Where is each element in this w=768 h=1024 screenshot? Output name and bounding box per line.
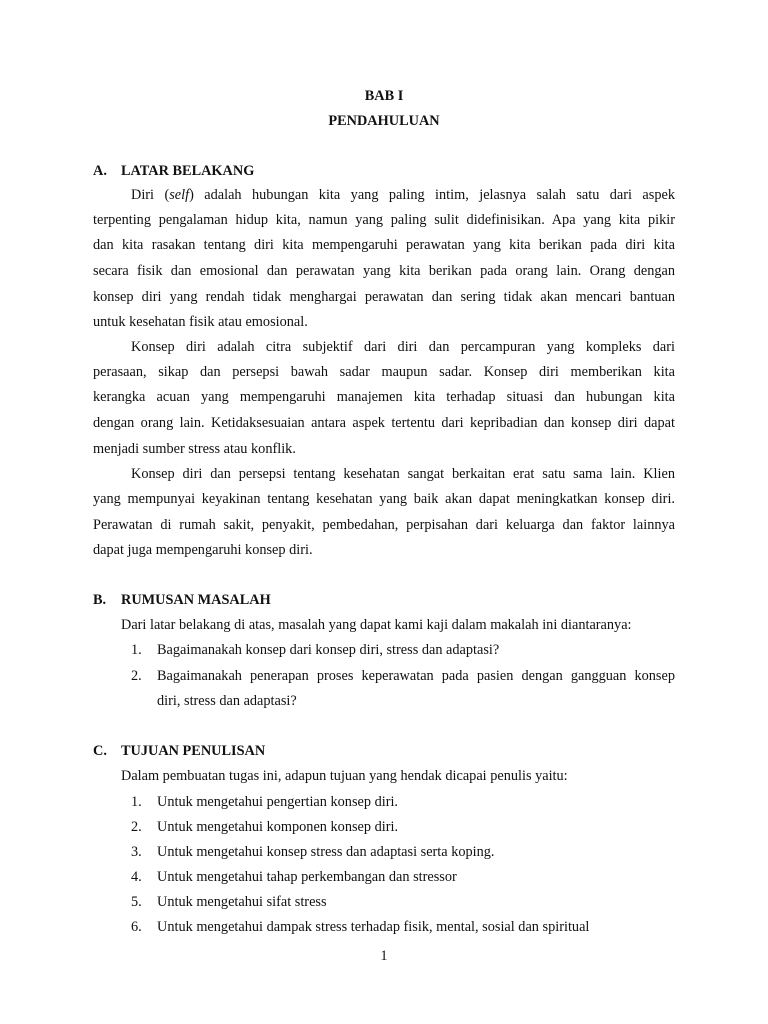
- paragraph-a1-line1: Diri (self) adalah hubungan kita yang paling intim, jelasnya salah satu dari aspek: [131, 187, 675, 203]
- paragraph-a2-line4: dengan orang lain. Ketidaksesuaian antara aspek tertentu dari kepribadian dan konsep diri dapat: [93, 415, 675, 431]
- paragraph-a3-line4: dapat juga mempengaruhi konsep diri.: [93, 542, 313, 558]
- chapter-title: PENDAHULUAN: [328, 113, 440, 129]
- list-item: Untuk mengetahui komponen konsep diri.: [157, 819, 399, 835]
- section-b-lead: Dari latar belakang di atas, masalah yang dapat kami kaji dalam makalah ini diantaranya:: [121, 617, 632, 633]
- paragraph-a1-line6: untuk kesehatan fisik atau emosional.: [93, 314, 308, 330]
- chapter-heading: BAB I: [364, 88, 404, 104]
- paragraph-a1-line4: secara fisik dan emosional dan perawatan yang kita berikan pada orang lain. Orang dengan: [93, 263, 675, 279]
- paragraph-a1-line3: dan kita rasakan tentang diri kita mempengaruhi perawatan yang kita berikan pada diri kita: [93, 237, 675, 253]
- section-a-letter: A.: [93, 163, 107, 179]
- paragraph-a2-line3: kerangka acuan yang mempengaruhi manajemen kita terhadap situasi dan hubungan kita: [93, 389, 675, 405]
- list-item-number: 1.: [131, 642, 142, 658]
- section-c-lead: Dalam pembuatan tugas ini, adapun tujuan yang hendak dicapai penulis yaitu:: [121, 768, 568, 784]
- section-c-title: TUJUAN PENULISAN: [121, 743, 266, 759]
- paragraph-a3-line2: yang mempunyai keyakinan tentang kesehatan yang baik akan dapat meningkatkan konsep diri.: [93, 491, 675, 507]
- section-b-letter: B.: [93, 592, 107, 608]
- list-item: Untuk mengetahui pengertian konsep diri.: [157, 794, 399, 810]
- list-item-number: 5.: [131, 894, 142, 910]
- list-item-number: 6.: [131, 919, 142, 935]
- section-b-title: RUMUSAN MASALAH: [121, 592, 271, 608]
- paragraph-a3-line1: Konsep diri dan persepsi tentang kesehatan sangat berkaitan erat satu sama lain. Klien: [131, 466, 675, 482]
- paragraph-a3-line3: Perawatan di rumah sakit, penyakit, pembedahan, perpisahan dari keluarga dan faktor lainnya: [93, 517, 675, 533]
- list-item-number: 4.: [131, 869, 142, 885]
- list-item: Untuk mengetahui sifat stress: [157, 894, 327, 910]
- list-item: Bagaimanakah penerapan proses keperawatan pada pasien dengan gangguan konsep: [157, 668, 675, 684]
- list-item: Untuk mengetahui tahap perkembangan dan stressor: [157, 869, 457, 885]
- list-item-number: 1.: [131, 794, 142, 810]
- list-item-continuation: diri, stress dan adaptasi?: [157, 693, 297, 709]
- list-item: Bagaimanakah konsep dari konsep diri, stress dan adaptasi?: [157, 642, 500, 658]
- list-item: Untuk mengetahui dampak stress terhadap fisik, mental, sosial dan spiritual: [157, 919, 590, 935]
- list-item-number: 3.: [131, 844, 142, 860]
- paragraph-a1-line5: konsep diri yang rendah tidak menghargai perawatan dan sering tidak akan mencari bantuan: [93, 289, 675, 305]
- paragraph-a2-line2: perasaan, sikap dan persepsi bawah sadar maupun sadar. Konsep diri memberikan kita: [93, 364, 675, 380]
- paragraph-a1-line2: terpenting pengalaman hidup kita, namun yang paling sulit didefinisikan. Apa yang kita pikir: [93, 212, 675, 228]
- emphasis-self: self: [169, 187, 190, 203]
- list-item-number: 2.: [131, 668, 142, 684]
- section-c-letter: C.: [93, 743, 107, 759]
- list-item: Untuk mengetahui konsep stress dan adaptasi serta koping.: [157, 844, 495, 860]
- list-item-number: 2.: [131, 819, 142, 835]
- section-a-title: LATAR BELAKANG: [121, 163, 255, 179]
- paragraph-a2-line5: menjadi sumber stress atau konflik.: [93, 441, 296, 457]
- page-number: 1: [380, 948, 388, 964]
- paragraph-a2-line1: Konsep diri adalah citra subjektif dari diri dan percampuran yang kompleks dari: [131, 339, 675, 355]
